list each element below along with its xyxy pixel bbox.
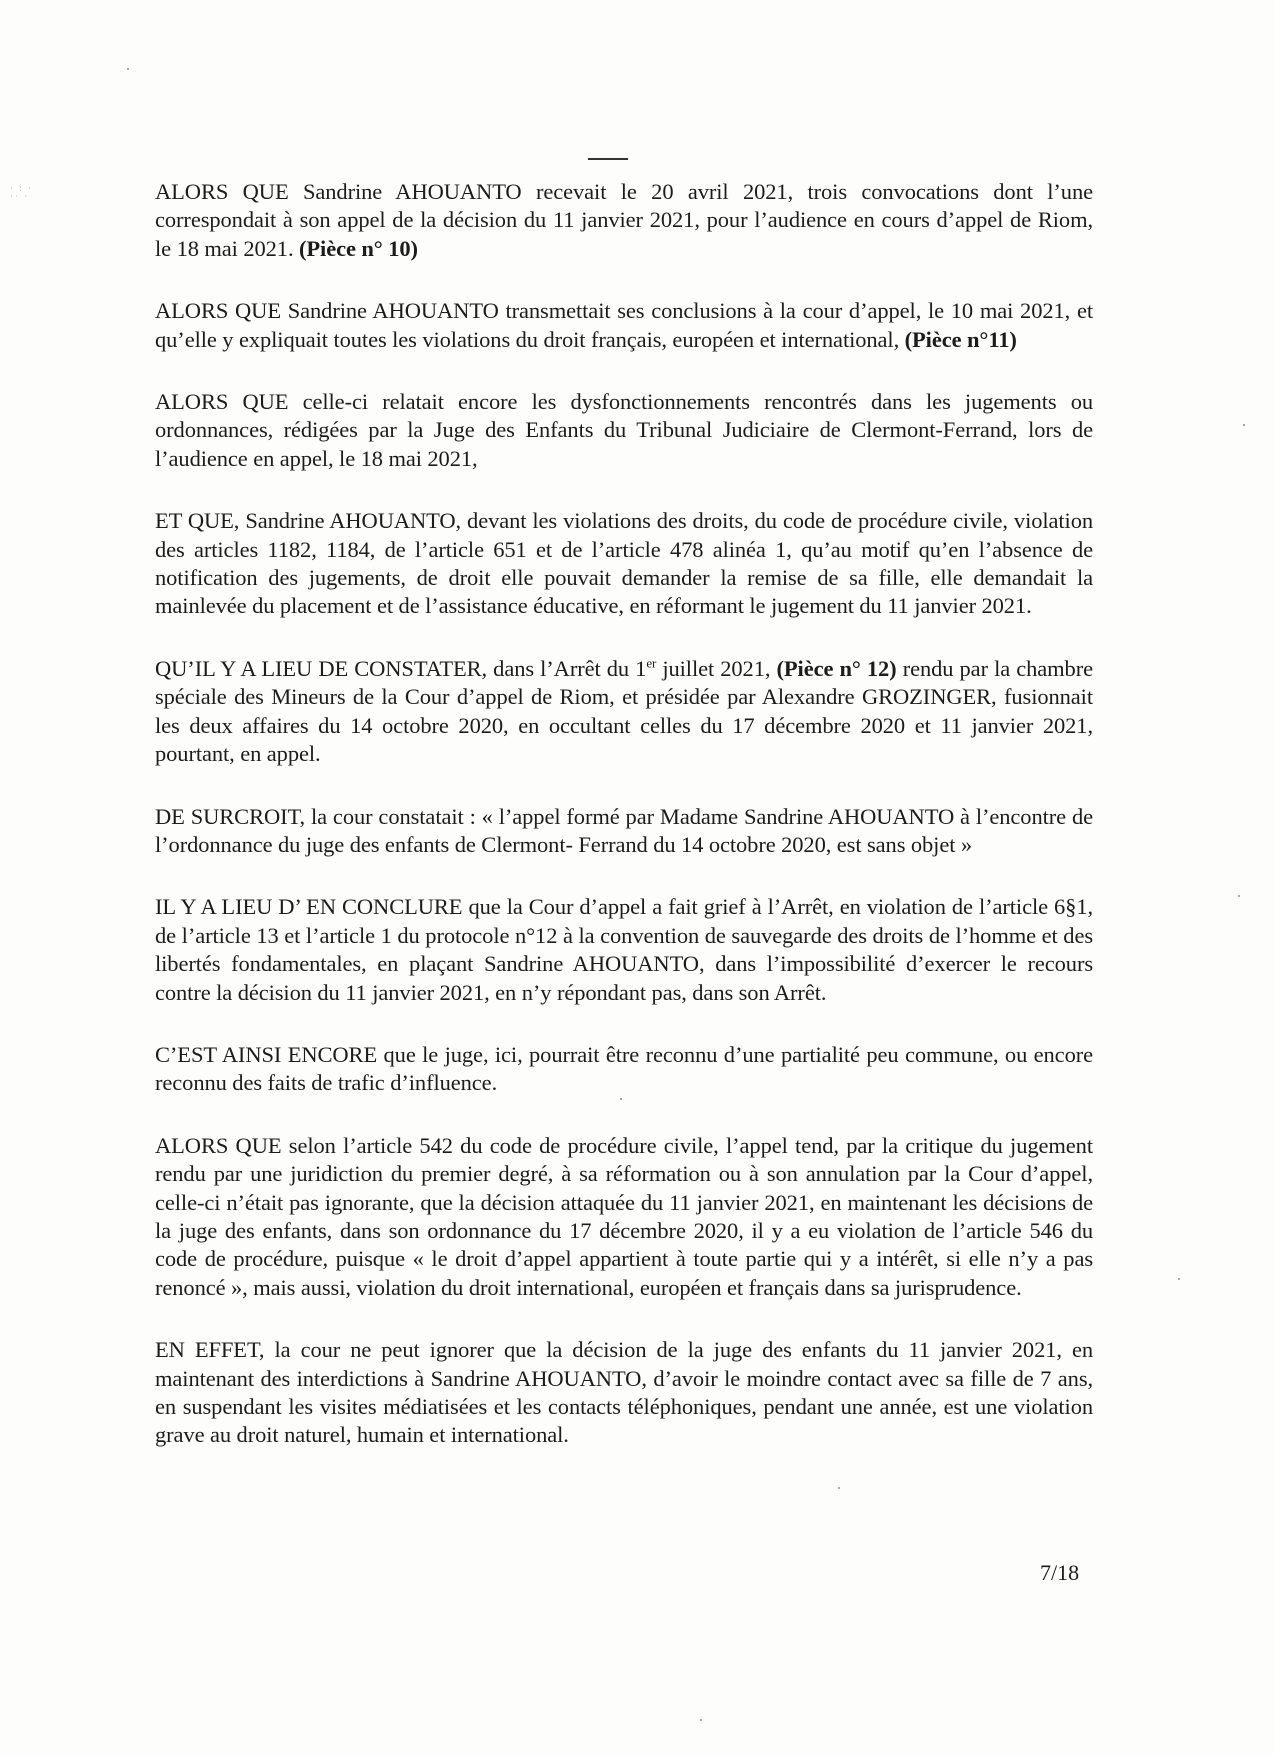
- paragraph-text: rendu par la chambre spéciale des Mineurs de la Cour d’appel de Riom, et présidée par Alexandre GROZINGER, fusionnait les deux affaires du 14 octobre 2020, en occultant celles du 17 décembre 2020 et 11 janvier 2021, pourtant, en appel.: [155, 655, 1093, 767]
- scan-dash-mark: [588, 158, 628, 160]
- paragraph-text: selon l’article 542 du code de procédure civile, l’appel tend, par la critique du jugement rendu par une juridiction du premier degré, à sa réformation ou à son annulation par la Cour d’appel, celle-ci n’était pas ignorante, que la décision attaquée du 11 janvier 2021, en maintenant les décisions de la juge des enfants, dans son ordonnance du 17 décembre 2020, il y a eu violation de l’article 546 du code de procédure, puisque « le droit d’appel appartient à toute partie qui y a intérêt, si elle n’y a pas renoncé », mais aussi, violation du droit international, européen et français dans sa jurisprudence.: [155, 1132, 1093, 1300]
- paragraph-text: que la Cour d’appel a fait grief à l’Arrêt, en violation de l’article 6§1, de l’article 13 et l’article 1 du protocole n°12 à la convention de sauvegarde des droits de l’homme et des libertés fondamentales, en plaçant Sandrine AHOUANTO, dans l’impossibilité d’exercer le recours contre la décision du 11 janvier 2021, en n’y répondant pas, dans son Arrêt.: [155, 894, 1093, 1005]
- scan-smudge: · : · ·· ·: [10, 183, 33, 201]
- paragraph-lead: ALORS QUE: [155, 389, 289, 415]
- document-body: [155, 178, 1093, 1484]
- paragraph-text: dans l’Arrêt du 1: [487, 655, 647, 681]
- paragraph-lead: ET QUE,: [155, 508, 240, 534]
- exhibit-reference: (Pièce n° 12): [776, 655, 897, 681]
- paragraph: [155, 1041, 1093, 1098]
- paragraph-text: la cour constatait : « l’appel formé par Madame Sandrine AHOUANTO à l’encontre de l’ordonnance du juge des enfants de Clermont- Ferrand du 14 octobre 2020, est sans objet »: [155, 803, 1093, 857]
- paragraph-lead: DE SURCROIT,: [155, 803, 306, 829]
- paragraph-lead: ALORS QUE: [155, 1132, 282, 1158]
- paragraph-lead: C’EST AINSI ENCORE: [155, 1041, 378, 1067]
- page-number: 7/18: [1040, 1560, 1080, 1585]
- scan-speck: [1238, 895, 1240, 897]
- paragraph-lead: EN EFFET,: [155, 1337, 265, 1363]
- paragraph-text: que le juge, ici, pourrait être reconnu d’une partialité peu commune, ou encore reconnu des faits de trafic d’influence.: [155, 1041, 1093, 1096]
- paragraph-lead: ALORS QUE: [155, 298, 281, 324]
- scan-speck: [838, 1487, 840, 1489]
- paragraph: [155, 655, 1093, 769]
- paragraph-lead: IL Y A LIEU D’ EN CONCLURE: [155, 894, 463, 920]
- paragraph: [155, 297, 1093, 354]
- paragraph-text: Sandrine AHOUANTO transmettait ses conclusions à la cour d’appel, le 10 mai 2021, et qu’elle y expliquait toutes les violations du droit français, européen et international,: [155, 298, 1093, 352]
- exhibit-reference: (Pièce n°11): [904, 326, 1017, 352]
- exhibit-reference: (Pièce n° 10): [299, 235, 418, 261]
- paragraph-lead: ALORS QUE: [155, 179, 289, 204]
- paragraph: [155, 1336, 1093, 1450]
- paragraph-text: juillet 2021,: [656, 655, 777, 681]
- paragraph: [155, 178, 1093, 263]
- scan-speck: [700, 1719, 702, 1721]
- scan-speck: [127, 68, 129, 70]
- paragraph: [155, 507, 1093, 621]
- paragraph: [155, 388, 1093, 473]
- paragraph-text: la cour ne peut ignorer que la décision de la juge des enfants du 11 janvier 2021, en maintenant des interdictions à Sandrine AHOUANTO, d’avoir le moindre contact avec sa fille de 7 ans, en suspendant les visites médiatisées et les contacts téléphoniques, pendant une année, est une violation grave au droit naturel, humain et international.: [155, 1337, 1093, 1448]
- ordinal-superscript: er: [646, 655, 657, 671]
- paragraph: [155, 1132, 1093, 1302]
- paragraph-lead: QU’IL Y A LIEU DE CONSTATER,: [155, 655, 488, 681]
- paragraph-text: Sandrine AHOUANTO recevait le 20 avril 2021, trois convocations dont l’une correspondait à son appel de la décision du 11 janvier 2021, pour l’audience en cours d’appel de Riom, le 18 mai 2021.: [155, 179, 1093, 261]
- paragraph: [155, 803, 1093, 860]
- paragraph: [155, 893, 1093, 1007]
- scan-speck: [1243, 424, 1245, 426]
- scan-speck: [1178, 1278, 1180, 1280]
- paragraph-text: Sandrine AHOUANTO, devant les violations des droits, du code de procédure civile, violation des articles 1182, 1184, de l’article 651 et de l’article 478 alinéa 1, qu’au motif qu’en l’absence de notification des jugements, de droit elle pouvait demander la remise de sa fille, elle demandait la mainlevée du placement et de l’assistance éducative, en réformant le jugement du 11 janvier 2021.: [155, 508, 1094, 619]
- paragraph-text: celle-ci relatait encore les dysfonctionnements rencontrés dans les jugements ou ordonnances, rédigées par la Juge des Enfants du Tribunal Judiciaire de Clermont-Ferrand, lors de l’audience en appel, le 18 mai 2021,: [155, 389, 1093, 471]
